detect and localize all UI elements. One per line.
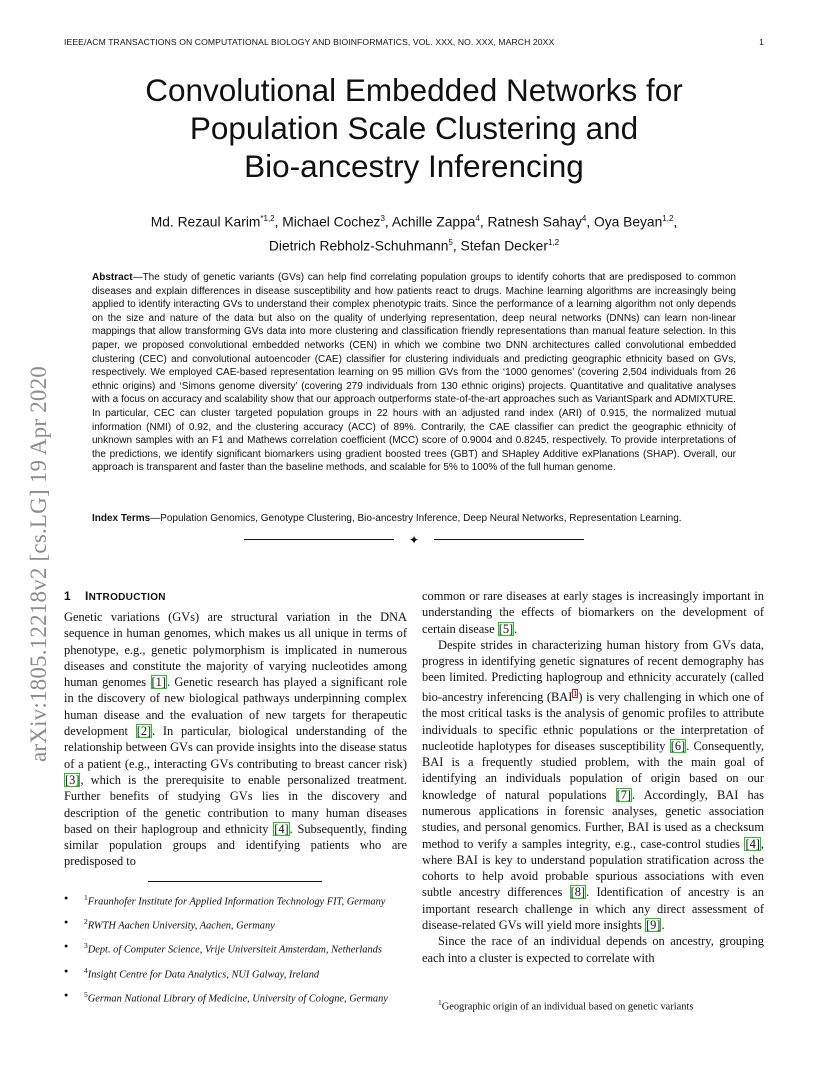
affiliation-text: German National Library of Medicine, University of Cologne, Germany <box>87 993 388 1005</box>
affiliation-mark: 4 <box>84 965 88 975</box>
body-text: . <box>661 918 665 933</box>
author-separator: , <box>586 214 595 230</box>
bullet-icon: ● <box>64 894 69 902</box>
body-text: . In particular, biological understanding of the relationship between GVs can provide insights into the disease status of a patient (e.g., interacting GVs contributing to breast cancer risk) <box>64 724 407 771</box>
affiliation-item <box>64 938 409 962</box>
diamond-icon: ✦ <box>409 533 420 547</box>
author-name: Dietrich Rebholz-Schuhmann <box>268 238 449 254</box>
body-text: . <box>514 621 518 636</box>
body-text: . Subsequently, finding similar population groups and identifying patients who are predisposed to <box>64 821 407 869</box>
affiliation-mark: *1,2 <box>260 214 275 223</box>
body-text: ) is very challenging in which one of the most critical tasks is the analysis of genomic profiles to attribute individuals to specific ethnic populations or the interpretation of nucleotide haplotypes for diseases susceptibility <box>422 689 764 753</box>
affiliation-item <box>64 987 409 1011</box>
affiliation-text: RWTH Aachen University, Aachen, Germany <box>87 920 275 932</box>
affiliation-item <box>64 890 409 914</box>
author-separator: , <box>274 214 283 230</box>
citation-link[interactable]: [3] <box>65 772 80 787</box>
paper-title <box>64 71 764 185</box>
index-terms-text: Population Genomics, Genotype Clustering, Bio-ancestry Inference, Deep Neural Networks, Representation Learning. <box>160 513 682 524</box>
affiliation-mark: 5 <box>84 989 88 999</box>
body-text: , where BAI is key to understand population stratification across the cohorts to help avoid probable spurious associations with even subtle ancestry differences <box>422 836 764 900</box>
body-text: , which is the prerequisite to enable personalized treatment. Further benefits of studying GVs lies in the discovery and description of the genetic contribution to many human diseases based on their haplogroup and ethnicity <box>64 772 407 836</box>
footnote <box>438 997 693 1013</box>
bullet-icon: ● <box>64 942 69 951</box>
affiliation-mark: 5 <box>448 237 453 247</box>
arxiv-identifier: arXiv:1805.12218v2 [cs.LG] 19 Apr 2020 <box>26 366 51 762</box>
right-column <box>422 588 764 966</box>
affiliation-mark: 1,2 <box>547 237 560 247</box>
left-column <box>64 609 407 871</box>
abstract-dash: — <box>132 272 143 283</box>
citation-link[interactable]: [5] <box>498 621 514 636</box>
citation-link[interactable]: [7] <box>616 787 632 802</box>
affiliation-mark: 1 <box>84 893 88 902</box>
body-paragraph <box>422 933 764 966</box>
section-initial: I <box>84 589 89 603</box>
affiliation-mark: 4 <box>581 214 587 223</box>
index-terms-label: Index Terms <box>92 513 151 524</box>
title-line: Convolutional Embedded Networks for <box>145 72 683 108</box>
citation-link[interactable]: [8] <box>570 885 586 900</box>
body-paragraph <box>422 588 764 637</box>
affiliation-mark: 2 <box>84 917 88 927</box>
section-heading <box>64 589 166 603</box>
citation-link[interactable]: [4] <box>745 836 760 851</box>
section-number: 1 <box>64 589 71 603</box>
affiliation-mark: 3 <box>84 941 88 951</box>
index-terms <box>92 512 736 526</box>
journal-header: IEEE/ACM TRANSACTIONS ON COMPUTATIONAL BIOLOGY AND BIOINFORMATICS, VOL. XXX, NO. XXX, MARCH 20XX <box>64 37 555 47</box>
author-name: Oya Beyan <box>594 214 663 230</box>
author-name: Ratnesh Sahay <box>487 214 582 230</box>
author-name: Md. Rezaul Karim <box>150 214 261 230</box>
affiliation-text: Fraunhofer Institute for Applied Information Technology FIT, Germany <box>87 896 386 908</box>
body-text: Despite strides in characterizing human history from GVs data, progress in identifying genetic signatures of recent demography has been limited. Predicting haplogroup and ethnicity accurately (called bio-ancestry inferencing (BAI <box>422 637 764 704</box>
author-name: Stefan Decker <box>460 238 548 254</box>
footnote-mark: 1 <box>438 998 442 1007</box>
affiliation-text: Insight Centre for Data Analytics, NUI Galway, Ireland <box>87 969 320 981</box>
index-terms-dash: — <box>150 513 161 524</box>
body-text: Since the race of an individual depends on ancestry, grouping each into a cluster is expected to correlate with <box>422 934 764 965</box>
author-separator: , <box>479 214 488 230</box>
title-line: Population Scale Clustering and <box>189 110 639 146</box>
abstract-label: Abstract <box>92 272 133 283</box>
author-name: Michael Cochez <box>282 214 381 230</box>
citation-link[interactable]: [9] <box>645 918 661 933</box>
affiliation-list <box>64 890 409 1011</box>
citation-link[interactable]: [6] <box>670 738 686 753</box>
running-head <box>64 37 764 47</box>
author-separator: , <box>384 214 392 230</box>
author-name: Achille Zappa <box>391 214 476 230</box>
affiliation-text: Dept. of Computer Science, Vrije Universiteit Amsterdam, Netherlands <box>87 944 382 956</box>
citation-link[interactable]: [1] <box>151 675 166 690</box>
affiliation-item <box>64 914 409 938</box>
section-separator <box>244 532 584 546</box>
affiliation-mark: 3 <box>380 214 385 223</box>
bullet-icon: ● <box>64 918 69 927</box>
page-number: 1 <box>759 37 764 47</box>
body-text: . Consequently, BAI is a frequently studied problem, with the main goal of identifying an individuals population of origin based on our knowledge of natural populations <box>422 738 764 802</box>
author-list <box>64 209 764 256</box>
abstract <box>92 271 736 475</box>
footnote-link[interactable]: 1 <box>573 688 578 698</box>
footnote-rule <box>148 881 322 882</box>
citation-link[interactable]: [2] <box>136 724 152 739</box>
affiliation-mark: 4 <box>475 214 480 223</box>
author-separator: , <box>673 214 678 230</box>
title-line: Bio-ancestry Inferencing <box>244 148 584 184</box>
intro-paragraph <box>64 609 407 870</box>
body-text: . Genetic research has played a significant role in the discovery of new biological pathways underpinning complex human disease and the evaluation of new targets for therapeutic development <box>64 675 407 739</box>
body-paragraph <box>422 637 764 933</box>
affiliation-item <box>64 963 409 987</box>
author-separator: , <box>452 238 461 254</box>
body-text: . Accordingly, BAI has numerous applications in forensic analyses, genetic association studies, and personal genomics. Further, BAI is used as a checksum method to verify a samples integrity, e.g., case-control studies <box>422 787 764 851</box>
bullet-icon: ● <box>64 990 69 999</box>
affiliation-mark: 1,2 <box>662 214 674 223</box>
footnote-text: Geographic origin of an individual based on genetic variants <box>441 1001 694 1013</box>
bullet-icon: ● <box>64 966 69 975</box>
body-text: . Identification of ancestry is an important research challenge in which any direct assessment of disease-related GVs will yield more insights <box>422 885 764 933</box>
citation-link[interactable]: [4] <box>274 821 289 836</box>
separator-line <box>434 539 584 540</box>
abstract-text: The study of genetic variants (GVs) can help find correlating population groups to identify cohorts that are predisposed to common diseases and explain differences in disease susceptibility and how patients react to drugs. Machine learning algorithms are increasingly being applied to identify interacting GVs to understand their complex phenotypic traits. Since the performance of a learning algorithm not only depends on the size and nature of the data but also on the quality of underlying representation, deep neural networks (DNNs) can learn non-linear mappings that allow transforming GVs data into more clustering and classification friendly representations than manual feature selection. In this paper, we proposed convolutional embedded networks (CEN) in which we combine two DNN architectures called convolutional embedded clustering (CEC) and convolutional autoencoder (CAE) classifier for clustering individuals and predicting geographic ethnicity based on GVs, respectively. We employed CAE-based representation learning on 95 million GVs from the ‘1000 genomes’ (covering 2,504 individuals from 26 ethnic origins) and ‘Simons genome diversity’ (covering 279 individuals from 130 ethnic origins) projects. Quantitative and qualitative analyses with a focus on accuracy and scalability show that our approach outperforms state-of-the-art approaches such as VariantSpark and ADMIXTURE. In particular, CEC can cluster targeted population groups in 22 hours with an adjusted rand index (ARI) of 0.915, the normalized mutual information (NMI) of 0.92, and the clustering accuracy (ACC) of 89%. Contrarily, the CAE classifier can predict the geographic ethnicity of unknown samples with an F1 and Mathews correlation coefficient (MCC) score of 0.9004 and 0.8245, respectively. To provide interpretations of the predictions, we identify significant biomarkers using gradient boosted trees (GBT) and SHapley Additive exPlanations (SHAP). Overall, our approach is transparent and faster than the baseline methods, and scalable for 5% to 100% of the full human genome. <box>92 272 736 474</box>
separator-line <box>244 539 394 540</box>
body-text: common or rare diseases at early stages is increasingly important in understanding the effects of biomarkers on the development of certain disease <box>422 589 764 636</box>
section-title-rest: NTRODUCTION <box>88 592 166 603</box>
body-text: Genetic variations (GVs) are structural variation in the DNA sequence in human genomes, which makes us all unique in terms of phenotype, e.g., genetic polymorphism is implicated in numerous diseases and constitute the majority of varying nucleotides among human genomes <box>64 610 407 690</box>
